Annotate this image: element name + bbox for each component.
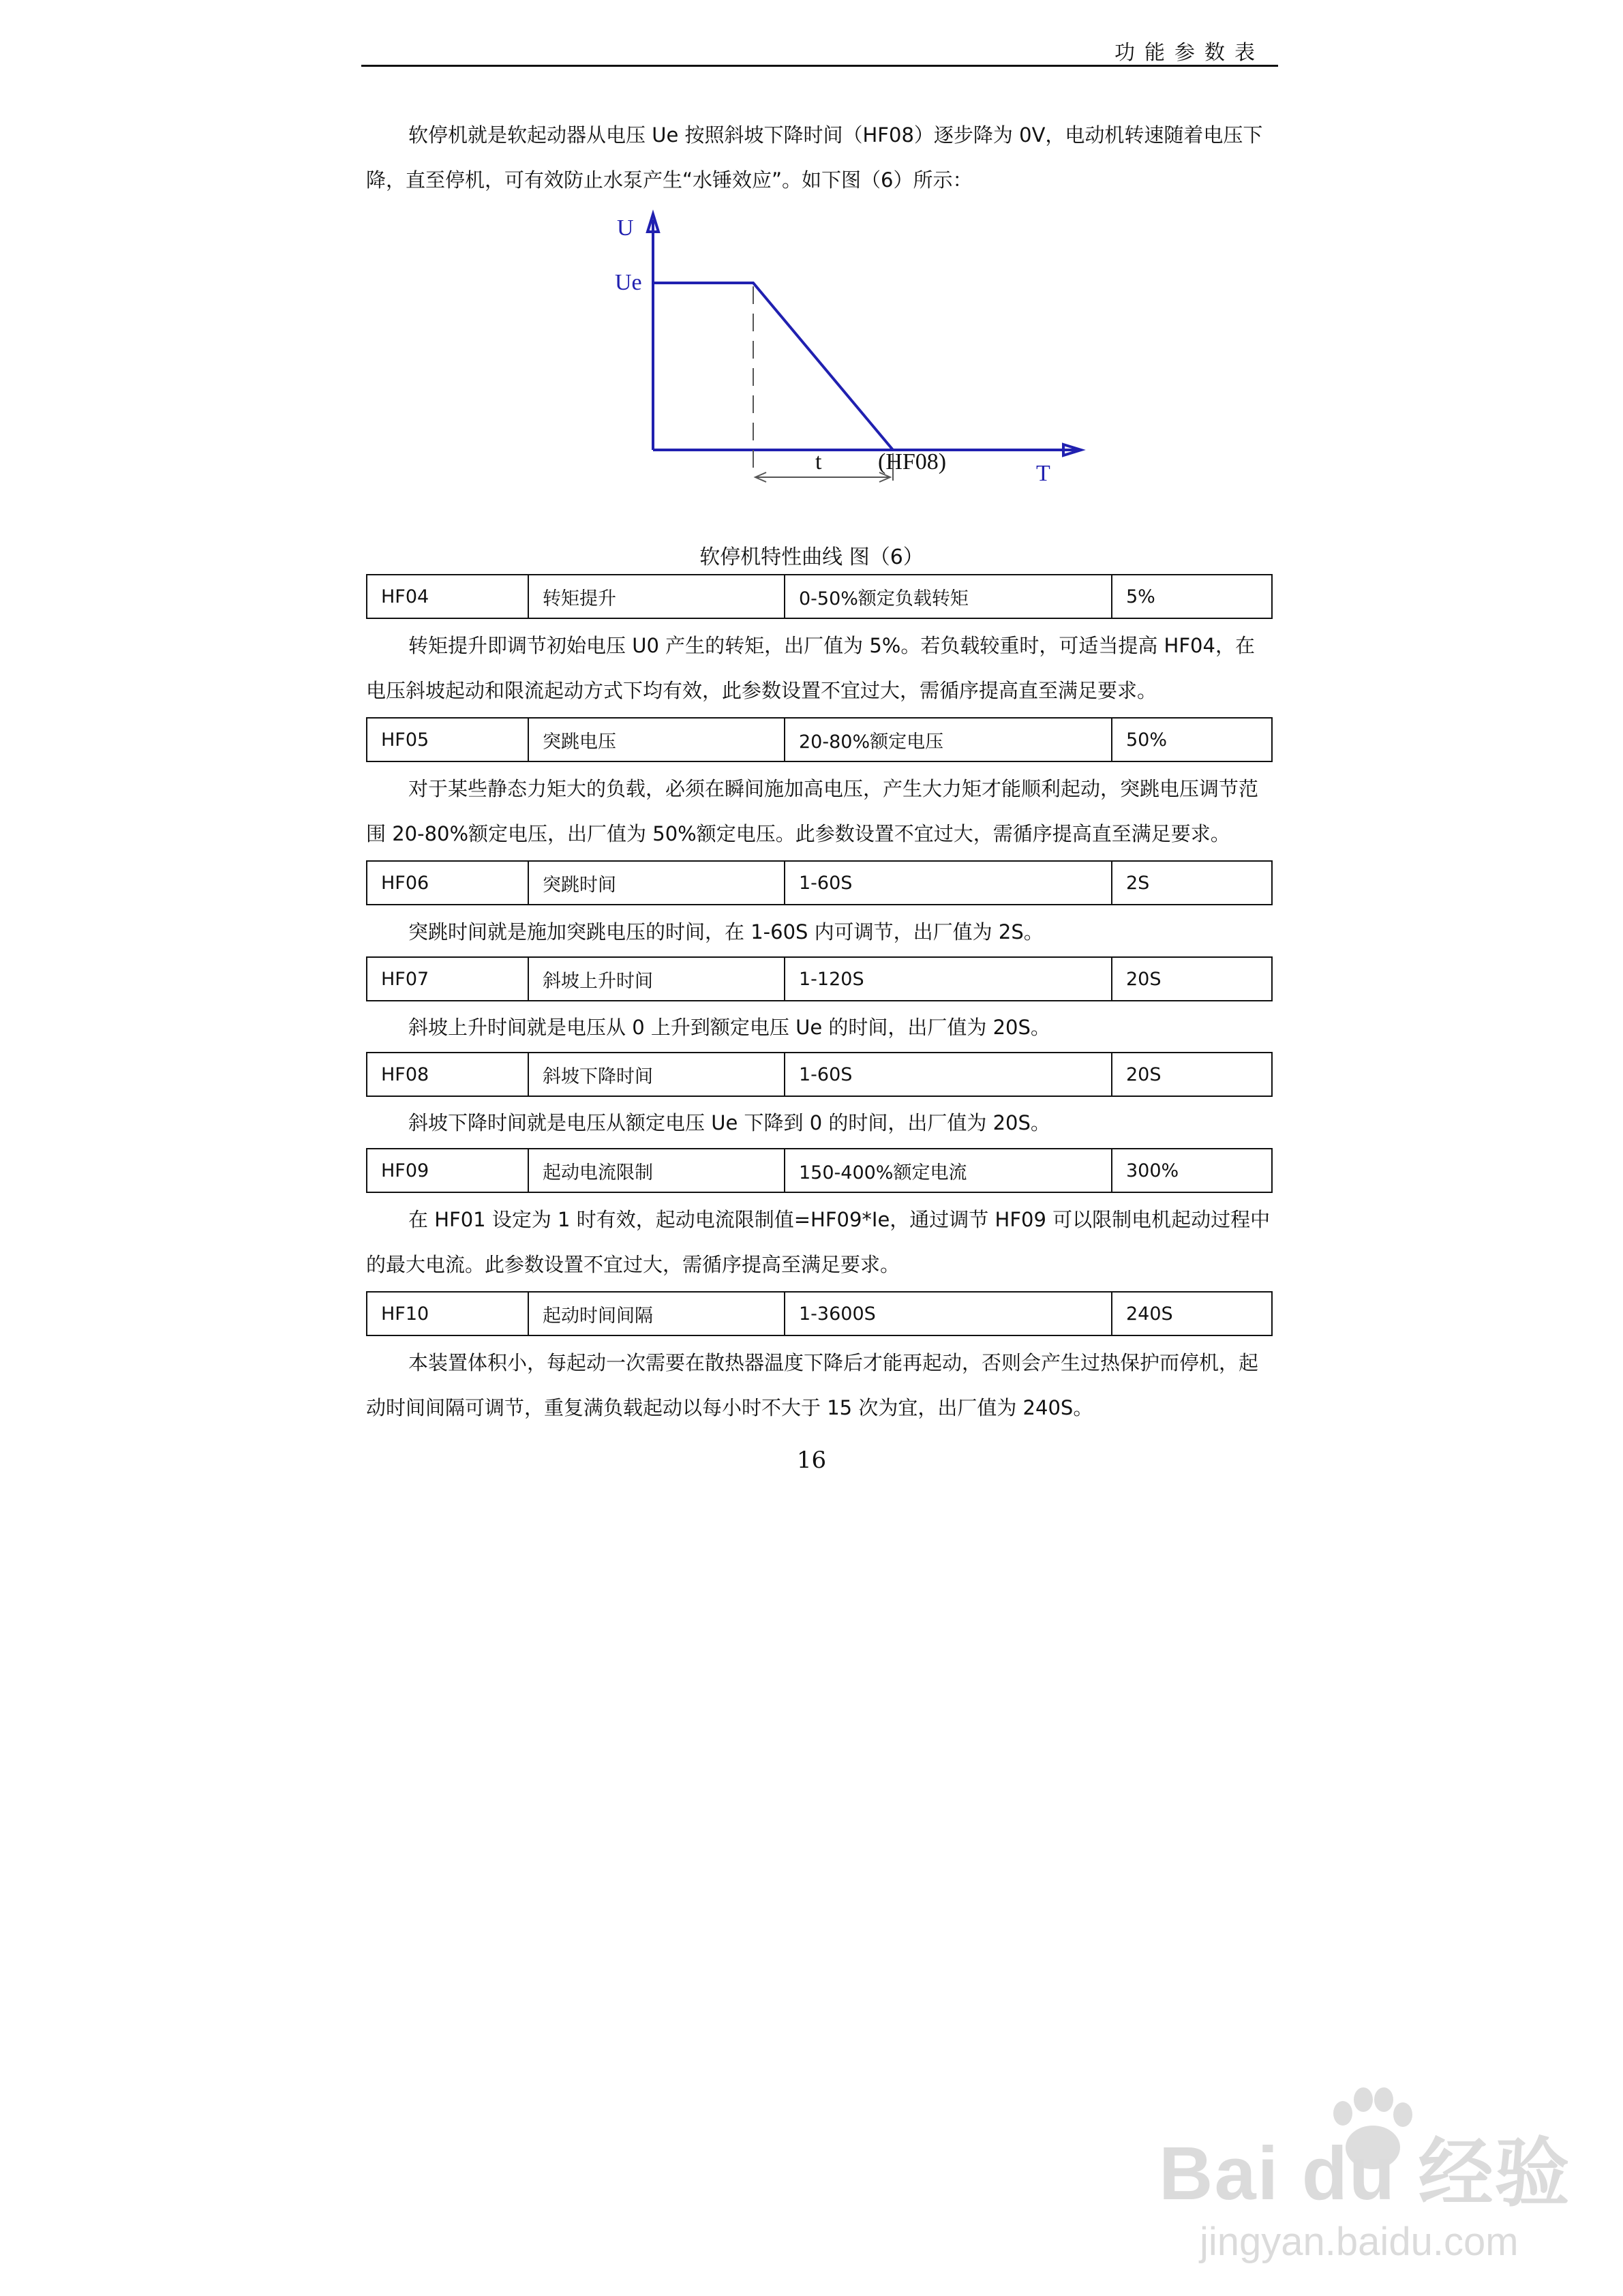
page-header <box>361 35 1278 67</box>
voltage-curve <box>653 283 893 450</box>
soft-stop-curve-figure <box>600 205 1118 504</box>
param-row-hf09 <box>366 1148 1273 1193</box>
param-row-hf10 <box>366 1291 1273 1336</box>
x-axis-label: T <box>1036 461 1050 486</box>
header-rule <box>361 65 1278 67</box>
watermark-brand: Bai du 经验 <box>1159 2132 1571 2216</box>
param-description: 对于某些静态力矩大的负载，必须在瞬间施加高电压，产生大力矩才能顺利起动，突跳电压调节范围 20-80%额定电压，出厂值为 50%额定电压。此参数设置不宜过大，需循序提高直至满足要求。 <box>366 777 1259 845</box>
param-code: HF10 <box>367 1293 529 1335</box>
param-range: 1-60S <box>785 1053 1112 1096</box>
param-range: 1-60S <box>785 862 1112 904</box>
param-code: HF06 <box>367 862 529 904</box>
param-code: HF04 <box>367 575 529 618</box>
param-range: 150-400%额定电流 <box>785 1149 1112 1192</box>
param-code: HF05 <box>367 719 529 761</box>
figure-caption: 软停机特性曲线 图（6） <box>699 545 924 569</box>
param-name: 起动电流限制 <box>529 1149 785 1192</box>
page-number: 16 <box>796 1447 827 1474</box>
param-row-hf08 <box>366 1052 1273 1097</box>
param-name: 斜坡上升时间 <box>529 958 785 1000</box>
param-range: 1-120S <box>785 958 1112 1000</box>
param-range: 1-3600S <box>785 1293 1112 1335</box>
param-name: 突跳时间 <box>529 862 785 904</box>
param-description: 斜坡上升时间就是电压从 0 上升到额定电压 Ue 的时间，出厂值为 20S。 <box>408 1016 1050 1039</box>
param-default: 50% <box>1126 729 1168 751</box>
level-label: Ue <box>615 270 642 295</box>
param-default: 20S <box>1126 1063 1162 1085</box>
intro-paragraph: 软停机就是软起动器从电压 Ue 按照斜坡下降时间（HF08）逐步降为 0V，电动机转速随着电压下降，直至停机，可有效防止水泵产生“水锤效应”。如下图（6）所示： <box>366 123 1263 192</box>
param-description: 在 HF01 设定为 1 时有效，起动电流限制值=HF09*Ie，通过调节 HF09 可以限制电机起动过程中的最大电流。此参数设置不宜过大，需循序提高至满足要求。 <box>366 1208 1271 1276</box>
duration-label: t <box>815 449 822 474</box>
param-default: 5% <box>1126 586 1155 607</box>
param-name: 斜坡下降时间 <box>529 1053 785 1096</box>
param-row-hf05 <box>366 717 1273 762</box>
param-description: 本装置体积小，每起动一次需要在散热器温度下降后才能再起动，否则会产生过热保护而停机，起动时间间隔可调节，重复满负载起动以每小时不大于 15 次为宜，出厂值为 240S。 <box>366 1351 1259 1419</box>
param-row-hf06 <box>366 860 1273 905</box>
param-default: 300% <box>1126 1160 1179 1181</box>
param-default: 2S <box>1126 872 1150 894</box>
param-row-hf07 <box>366 956 1273 1001</box>
param-code: HF07 <box>367 958 529 1000</box>
param-default: 240S <box>1126 1303 1173 1325</box>
param-label: (HF08) <box>878 449 947 474</box>
param-code: HF09 <box>367 1149 529 1192</box>
param-description: 突跳时间就是施加突跳电压的时间，在 1-60S 内可调节，出厂值为 2S。 <box>408 920 1044 943</box>
param-range: 0-50%额定负载转矩 <box>785 575 1112 618</box>
y-axis-label: U <box>617 215 634 241</box>
param-name: 突跳电压 <box>529 719 785 761</box>
param-code: HF08 <box>367 1053 529 1096</box>
baidu-watermark <box>1159 2086 1581 2277</box>
param-description: 斜坡下降时间就是电压从额定电压 Ue 下降到 0 的时间，出厂值为 20S。 <box>408 1111 1050 1134</box>
param-name: 起动时间间隔 <box>529 1293 785 1335</box>
param-description: 转矩提升即调节初始电压 U0 产生的转矩，出厂值为 5%。若负载较重时，可适当提高 HF04，在电压斜坡起动和限流起动方式下均有效，此参数设置不宜过大，需循序提高直至满足要求。 <box>366 634 1255 702</box>
param-default: 20S <box>1126 968 1162 990</box>
param-row-hf04 <box>366 574 1273 619</box>
param-range: 20-80%额定电压 <box>785 719 1112 761</box>
watermark-site: jingyan.baidu.com <box>1200 2220 1519 2264</box>
header-title: 功能参数表 <box>1114 41 1264 65</box>
param-name: 转矩提升 <box>529 575 785 618</box>
